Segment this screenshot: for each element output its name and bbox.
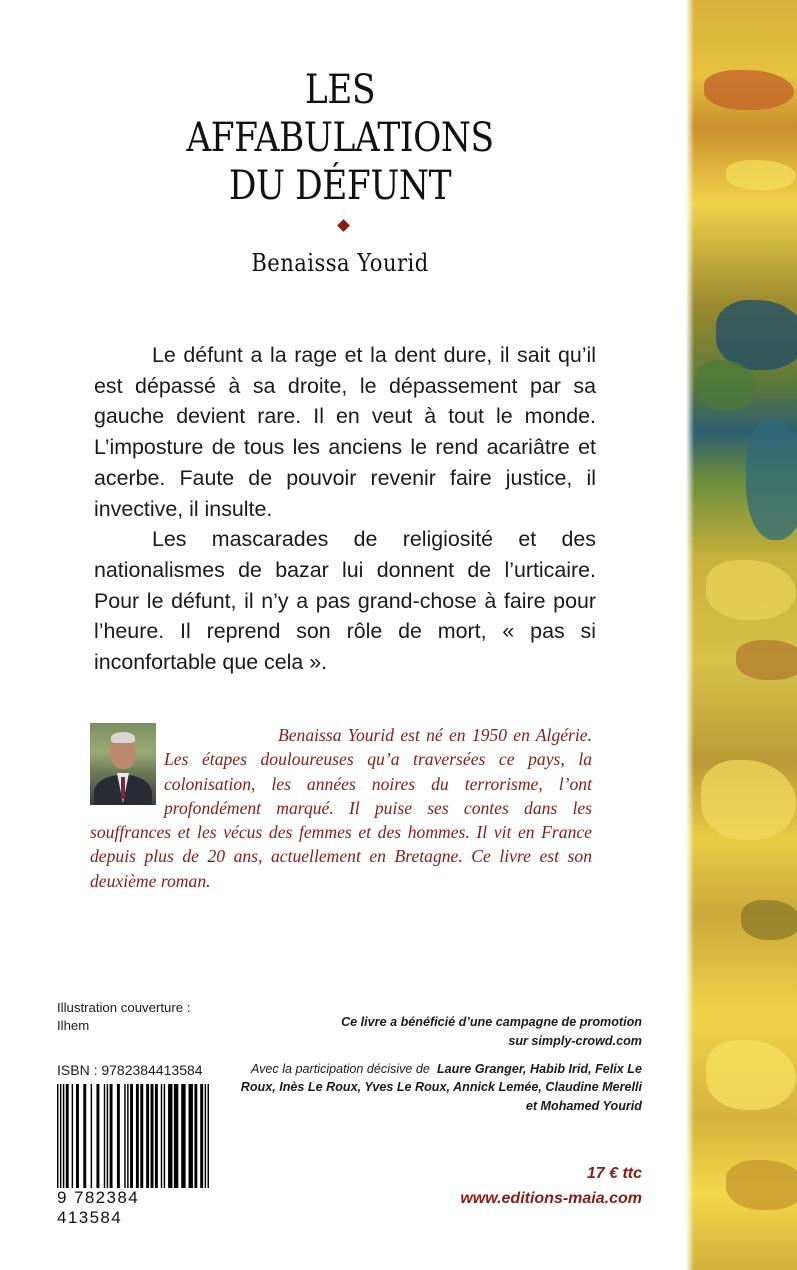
barcode-icon: [57, 1084, 209, 1188]
blurb-paragraph-2: Les mascarades de religiosité et des nationalismes de bazar lui donnent de l’urticaire. Pour le défunt, il n’y a pas grand-chose à faire pour l’heure. Il reprend son rôle de mort, « pas si inconfortable que cela ».: [94, 527, 596, 675]
publisher-website: www.editions-maia.com: [460, 1190, 642, 1207]
acknowledgements: [236, 1060, 642, 1115]
book-price: 17 € ttc: [586, 1165, 642, 1182]
promotion-line-1: Ce livre a bénéficié d’une campagne de promotion: [341, 1015, 642, 1029]
promotion-note: [300, 1013, 642, 1050]
isbn-number: ISBN : 9782384413584: [57, 1062, 203, 1078]
barcode-digits: 9 782384 413584: [57, 1188, 140, 1227]
blurb-paragraph-1: Le défunt a la rage et la dent dure, il sait qu’il est dépassé à sa droite, le dépassement par sa gauche devient rare. Il en veut à tout le monde. L’imposture de tous les anciens le rend acariâtre et acerbe. Faute de pouvoir revenir faire justice, il invective, il insulte.: [94, 343, 596, 521]
book-title-line-2: AFFABULATIONS: [186, 115, 494, 161]
book-blurb: [94, 340, 596, 678]
acknowledgements-intro: Avec la participation décisive de: [250, 1062, 430, 1076]
author-name: Benaissa Yourid: [251, 249, 429, 277]
biography-text: Benaissa Yourid est né en 1950 en Algérie. Les étapes douloureuses qu’a traversées ce pays, la colonisation, les années noires du terrorisme, l’ont profondément marqué. Il puise ses contes dans les souffrances et les vécus des femmes et des hommes. Il vit en France depuis plus de 20 ans, actuellement en Bretagne. Ce livre est son deuxième roman.: [90, 725, 592, 891]
promotion-line-2: sur simply-crowd.com: [508, 1033, 642, 1048]
author-biography: [90, 723, 592, 893]
diamond-ornament-icon: [337, 219, 350, 232]
book-title-line-1: LES: [304, 67, 376, 113]
cover-painting-strip: [686, 0, 797, 1270]
illustration-credit: Illustration couverture : Ilhem: [57, 1000, 191, 1033]
acknowledgements-names: Laure Granger, Habib Irid, Felix Le Roux, Inès Le Roux, Yves Le Roux, Annick Lemée, Claudine Merelli et Mohamed Yourid: [240, 1062, 642, 1113]
book-title-line-3: DU DÉFUNT: [228, 163, 452, 209]
